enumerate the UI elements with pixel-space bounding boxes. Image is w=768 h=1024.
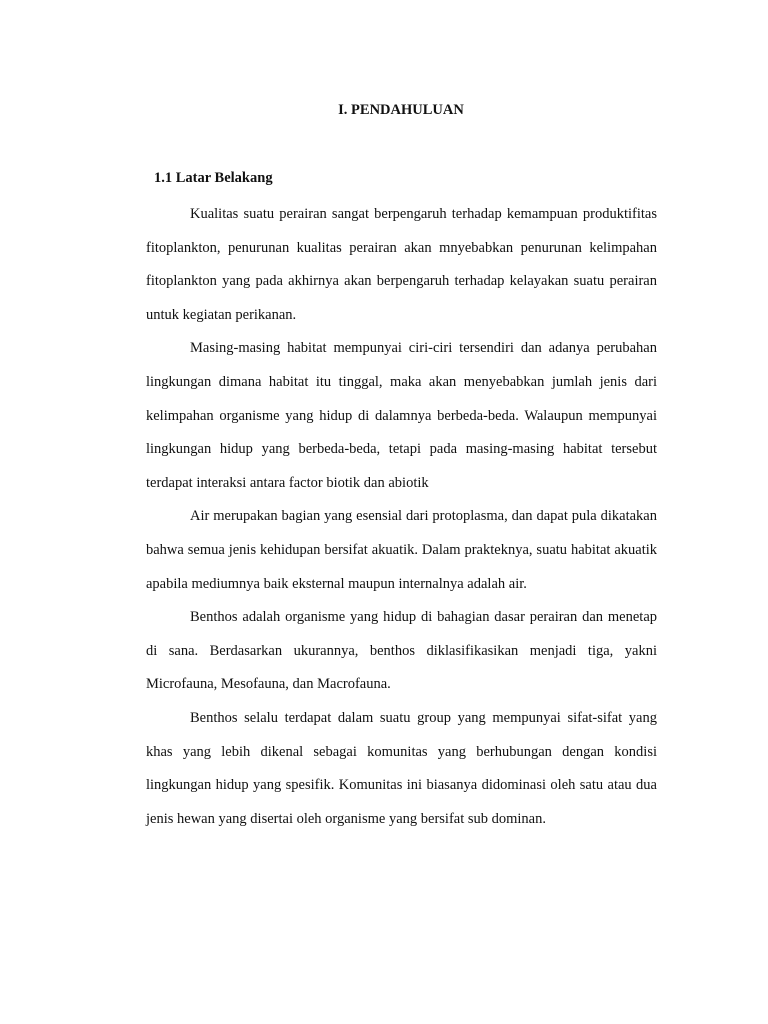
paragraph: Masing-masing habitat mempunyai ciri-ciri tersendiri dan adanya perubahan lingkungan dimana habitat itu tinggal, maka akan menyebabkan jumlah jenis dari kelimpahan organisme yang hidup di dalamnya berbeda-beda. Walaupun mempunyai lingkungan hidup yang berbeda-beda, tetapi pada masing-masing habitat tersebut terdapat interaksi antara factor biotik dan abiotik [146, 340, 657, 491]
chapter-title: I. PENDAHULUAN [338, 102, 464, 118]
paragraph: Air merupakan bagian yang esensial dari protoplasma, dan dapat pula dikatakan bahwa semua jenis kehidupan bersifat akuatik. Dalam prakteknya, suatu habitat akuatik apabila mediumnya baik eksternal maupun internalnya adalah air. [146, 508, 657, 592]
paragraph: Kualitas suatu perairan sangat berpengaruh terhadap kemampuan produktifitas fitoplankton, penurunan kualitas perairan akan mnyebabkan penurunan kelimpahan fitoplankton yang pada akhirnya akan berpengaruh terhadap kelayakan suatu perairan untuk kegiatan perikanan. [146, 206, 657, 323]
body-text [146, 198, 657, 836]
paragraph: Benthos selalu terdapat dalam suatu group yang mempunyai sifat-sifat yang khas yang lebih dikenal sebagai komunitas yang berhubungan dengan kondisi lingkungan hidup yang spesifik. Komunitas ini biasanya didominasi oleh satu atau dua jenis hewan yang disertai oleh organisme yang bersifat sub dominan. [146, 709, 657, 827]
section-heading: 1.1 Latar Belakang [154, 170, 273, 186]
paragraph: Benthos adalah organisme yang hidup di bahagian dasar perairan dan menetap di sana. Berdasarkan ukurannya, benthos diklasifikasikan menjadi tiga, yakni Microfauna, Mesofauna, dan Macrofauna. [146, 609, 657, 693]
